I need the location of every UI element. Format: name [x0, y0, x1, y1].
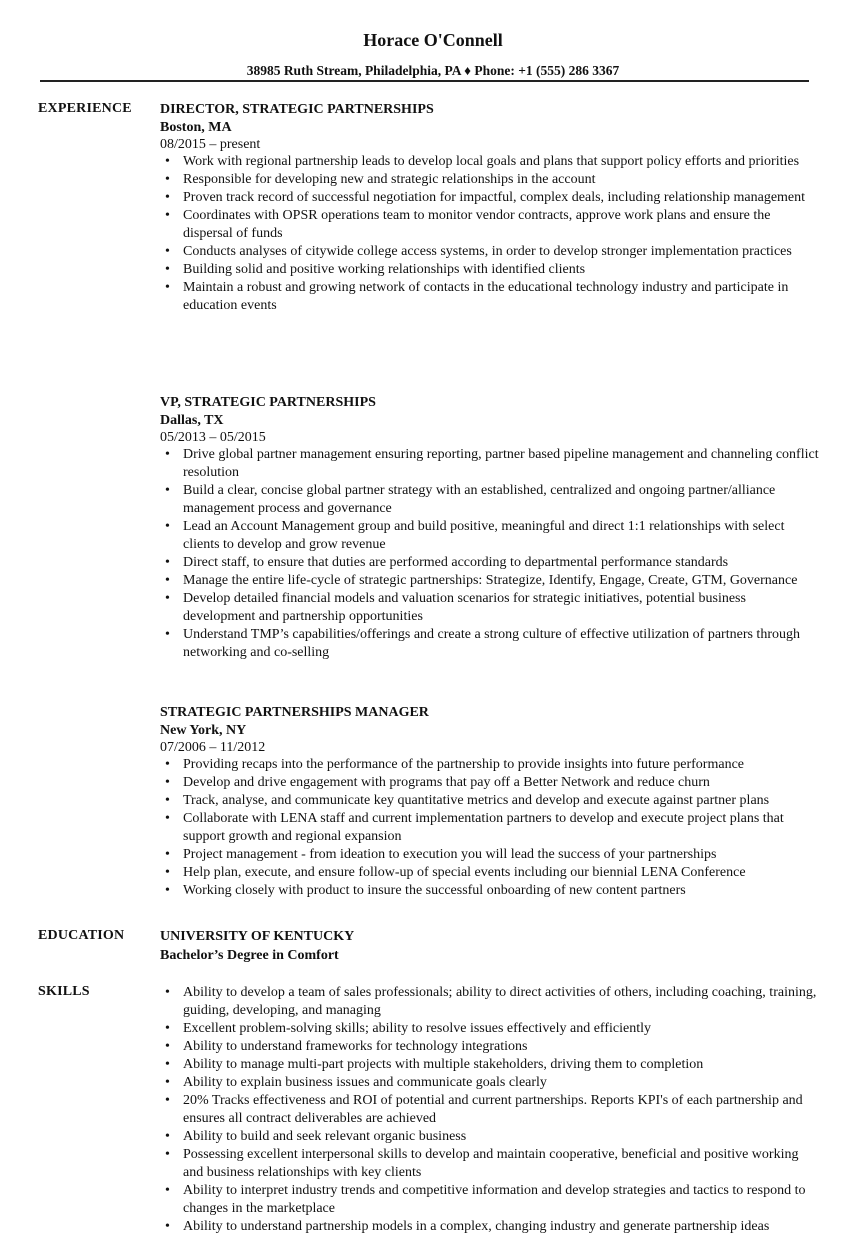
- job-entry: [160, 704, 820, 900]
- job-bullet-list: [160, 446, 820, 662]
- job-bullet: • Proven track record of successful negotiation for impactful, complex deals, including relationship management: [160, 189, 820, 207]
- job-bullet: • Track, analyse, and communicate key quantitative metrics and develop and execute against partner plans: [160, 792, 820, 810]
- job-entry: [160, 101, 820, 315]
- skill-item: • 20% Tracks effectiveness and ROI of potential and current partnerships. Reports KPI's of each partnership and ensures all contract deliverables are achieved: [160, 1092, 820, 1128]
- job-entry: [160, 394, 820, 662]
- job-bullet: • Maintain a robust and growing network of contacts in the educational technology industry and participate in education events: [160, 279, 820, 315]
- job-bullet: • Understand TMP’s capabilities/offerings and create a strong culture of effective utilization of partners through networking and co-selling: [160, 626, 820, 662]
- candidate-name: Horace O'Connell: [363, 30, 503, 50]
- skills-list: [160, 984, 820, 1236]
- job-bullet: • Responsible for developing new and strategic relationships in the account: [160, 171, 820, 189]
- job-title: VP, STRATEGIC PARTNERSHIPS: [160, 395, 376, 410]
- job-bullet: • Collaborate with LENA staff and current implementation partners to develop and execute project plans that support growth and regional expansion: [160, 810, 820, 846]
- skill-item: • Ability to explain business issues and communicate goals clearly: [160, 1074, 820, 1092]
- education-heading: EDUCATION: [38, 928, 125, 943]
- job-bullet: • Work with regional partnership leads to develop local goals and plans that support policy efforts and priorities: [160, 153, 820, 171]
- job-dates: 05/2013 – 05/2015: [160, 430, 266, 445]
- job-bullet: • Providing recaps into the performance of the partnership to provide insights into future performance: [160, 756, 820, 774]
- job-bullet: • Conducts analyses of citywide college access systems, in order to develop stronger implementation practices: [160, 243, 820, 261]
- skill-item: • Ability to interpret industry trends and competitive information and develop strategies and tactics to respond to changes in the marketplace: [160, 1182, 820, 1218]
- job-title: DIRECTOR, STRATEGIC PARTNERSHIPS: [160, 102, 434, 117]
- school-name: UNIVERSITY OF KENTUCKY: [160, 929, 355, 944]
- job-bullet: • Coordinates with OPSR operations team to monitor vendor contracts, approve work plans and ensure the dispersal of funds: [160, 207, 820, 243]
- job-bullet: • Develop and drive engagement with programs that pay off a Better Network and reduce churn: [160, 774, 820, 792]
- job-location: Dallas, TX: [160, 413, 224, 428]
- job-bullet: • Drive global partner management ensuring reporting, partner based pipeline management and channeling conflict resolution: [160, 446, 820, 482]
- education-entry: [160, 928, 820, 966]
- experience-heading: EXPERIENCE: [38, 101, 132, 116]
- skill-item: • Ability to understand frameworks for technology integrations: [160, 1038, 820, 1056]
- job-title: STRATEGIC PARTNERSHIPS MANAGER: [160, 705, 429, 720]
- job-bullet: • Help plan, execute, and ensure follow-up of special events including our biennial LENA Conference: [160, 864, 820, 882]
- job-bullet: • Develop detailed financial models and valuation scenarios for strategic initiatives, potential business development and partnership opportunities: [160, 590, 820, 626]
- job-bullet: • Project management - from ideation to execution you will lead the success of your partnerships: [160, 846, 820, 864]
- job-dates: 07/2006 – 11/2012: [160, 740, 266, 755]
- job-bullet: • Build a clear, concise global partner strategy with an established, centralized and ongoing partner/alliance management process and governance: [160, 482, 820, 518]
- job-bullet: • Direct staff, to ensure that duties are performed according to departmental performance standards: [160, 554, 820, 572]
- skills-entry: [160, 984, 820, 1236]
- skill-item: • Ability to manage multi-part projects with multiple stakeholders, driving them to completion: [160, 1056, 820, 1074]
- skill-item: • Ability to understand partnership models in a complex, changing industry and generate partnership ideas: [160, 1218, 820, 1236]
- skill-item: • Ability to build and seek relevant organic business: [160, 1128, 820, 1146]
- job-bullet: • Lead an Account Management group and build positive, meaningful and direct 1:1 relationships with select clients to develop and grow revenue: [160, 518, 820, 554]
- job-location: Boston, MA: [160, 120, 232, 135]
- job-bullet: • Working closely with product to insure the successful onboarding of new content partners: [160, 882, 820, 900]
- contact-line: 38985 Ruth Stream, Philadelphia, PA ♦ Phone: +1 (555) 286 3367: [246, 63, 620, 78]
- job-dates: 08/2015 – present: [160, 137, 261, 152]
- skills-heading: SKILLS: [38, 984, 90, 999]
- job-bullet: • Building solid and positive working relationships with identified clients: [160, 261, 820, 279]
- degree: Bachelor’s Degree in Comfort: [160, 948, 339, 963]
- skill-item: • Excellent problem-solving skills; ability to resolve issues effectively and efficiently: [160, 1020, 820, 1038]
- job-location: New York, NY: [160, 723, 247, 738]
- job-bullet: • Manage the entire life-cycle of strategic partnerships: Strategize, Identify, Engage, Create, GTM, Governance: [160, 572, 820, 590]
- job-bullet-list: [160, 756, 820, 900]
- job-bullet-list: [160, 153, 820, 315]
- skill-item: • Ability to develop a team of sales professionals; ability to direct activities of others, including coaching, training, guiding, developing, and managing: [160, 984, 820, 1020]
- header-divider: [40, 80, 809, 82]
- skill-item: • Possessing excellent interpersonal skills to develop and maintain cooperative, beneficial and positive working and business relationships with key clients: [160, 1146, 820, 1182]
